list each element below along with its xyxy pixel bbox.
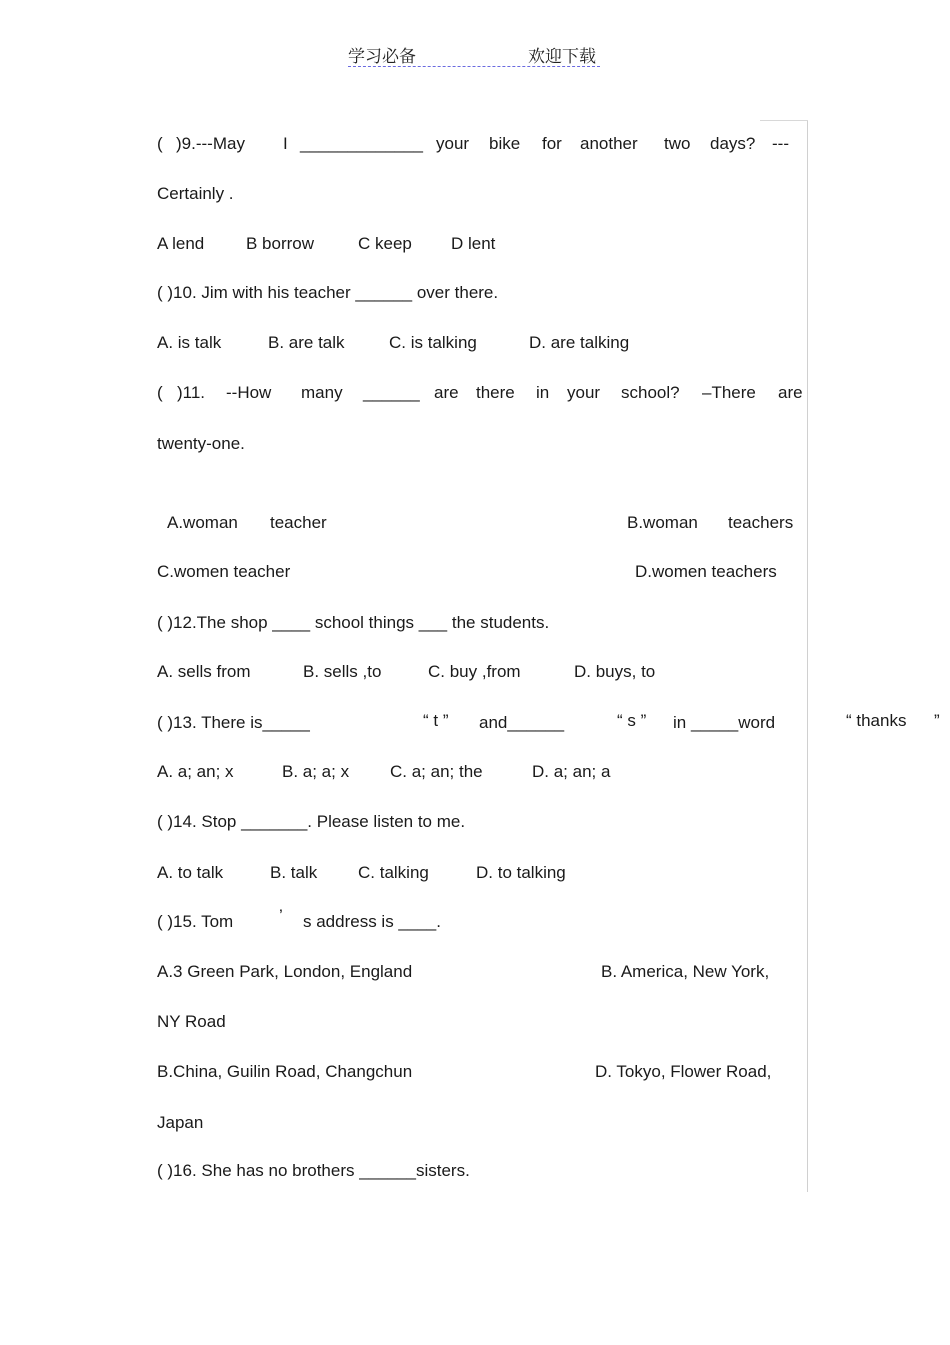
q9-word: two <box>664 134 691 153</box>
q11-word: many <box>301 383 343 402</box>
q13-option-a: A. a; an; x <box>157 762 234 781</box>
q11-word: ( <box>157 383 163 402</box>
q12-option-d: D. buys, to <box>574 662 656 681</box>
q9-option-b: B borrow <box>246 234 315 253</box>
q11-word: are <box>434 383 459 402</box>
q12-option-b: B. sells ,to <box>303 662 382 681</box>
header-left: 学习必备 <box>348 47 416 67</box>
q15-apostrophe: ’ <box>279 906 283 925</box>
q11-blank: ______ <box>363 383 420 402</box>
q10-option-d: D. are talking <box>529 333 630 352</box>
q11-word: your <box>567 383 601 402</box>
q11-word: are <box>778 383 803 402</box>
q15-option-d: D. Tokyo, Flower Road, <box>595 1062 772 1081</box>
q11-word: there <box>476 383 515 402</box>
q11-option-b-cont: teachers <box>728 513 794 532</box>
q13-part: in _____word <box>673 713 776 732</box>
q11-option-c: C.women teacher <box>157 562 291 581</box>
q11-option-a: A.woman <box>167 513 238 532</box>
q11-option-d: D.women teachers <box>635 562 777 581</box>
q14-option-d: D. to talking <box>476 863 566 882</box>
q9-word: )9.---May <box>176 134 245 153</box>
top-rule <box>760 120 808 121</box>
q9-option-a: A lend <box>157 234 205 253</box>
q11-option-a-cont: teacher <box>270 513 327 532</box>
q15-option-d-cont: Japan <box>157 1113 204 1132</box>
page-header <box>348 40 600 67</box>
q15-option-b-cont: NY Road <box>157 1012 226 1031</box>
q9-continuation: Certainly . <box>157 184 234 203</box>
q10-text: ( )10. Jim with his teacher ______ over there. <box>157 283 499 302</box>
q14-option-b: B. talk <box>270 863 318 882</box>
q14-text: ( )14. Stop _______. Please listen to me. <box>157 812 466 831</box>
q13-option-d: D. a; an; a <box>532 762 611 781</box>
q9-word: for <box>542 134 562 153</box>
q12-text: ( )12.The shop ____ school things ___ the students. <box>157 613 550 632</box>
q9-option-d: D lent <box>451 234 496 253</box>
q9-word: --- <box>772 134 789 153</box>
q15-part: s address is ____. <box>303 912 441 931</box>
q13-part: “ s ” <box>617 711 647 730</box>
q12-option-a: A. sells from <box>157 662 251 681</box>
q9-word: I <box>283 134 288 153</box>
q12-option-c: C. buy ,from <box>428 662 521 681</box>
q15-option-a: A.3 Green Park, London, England <box>157 962 413 981</box>
q11-word: )11. <box>177 383 206 402</box>
q11-option-b: B.woman <box>627 513 698 532</box>
q11-word: –There <box>702 383 756 402</box>
q14-option-a: A. to talk <box>157 863 224 882</box>
margin-line <box>807 120 808 1192</box>
q9-word: days? <box>710 134 756 153</box>
q13-option-c: C. a; an; the <box>390 762 483 781</box>
q13-part: and______ <box>479 713 565 732</box>
q15-option-b: B. America, New York, <box>601 962 770 981</box>
q15-part: ( )15. Tom <box>157 912 234 931</box>
header-right: 欢迎下载 <box>528 47 596 67</box>
q11-word: school? <box>621 383 680 402</box>
q11-continuation: twenty-one. <box>157 434 245 453</box>
q15-option-c: B.China, Guilin Road, Changchun <box>157 1062 413 1081</box>
q9-word: another <box>580 134 638 153</box>
q9-word: bike <box>489 134 521 153</box>
q13-part: ( )13. There is_____ <box>157 713 310 732</box>
q10-option-a: A. is talk <box>157 333 222 352</box>
q13-part: “ thanks <box>846 711 907 730</box>
q9-option-c: C keep <box>358 234 412 253</box>
q9-blank: _____________ <box>300 134 423 153</box>
q11-word: --How <box>226 383 272 402</box>
q13-part: “ t ” <box>423 711 449 730</box>
q10-option-b: B. are talk <box>268 333 345 352</box>
q10-option-c: C. is talking <box>389 333 477 352</box>
q13-option-b: B. a; a; x <box>282 762 350 781</box>
q9-word: your <box>436 134 470 153</box>
q14-option-c: C. talking <box>358 863 429 882</box>
q16-text: ( )16. She has no brothers ______sisters. <box>157 1161 470 1180</box>
q11-word: in <box>536 383 550 402</box>
q9-word: ( <box>157 134 163 153</box>
q13-part: ” <box>934 711 940 730</box>
